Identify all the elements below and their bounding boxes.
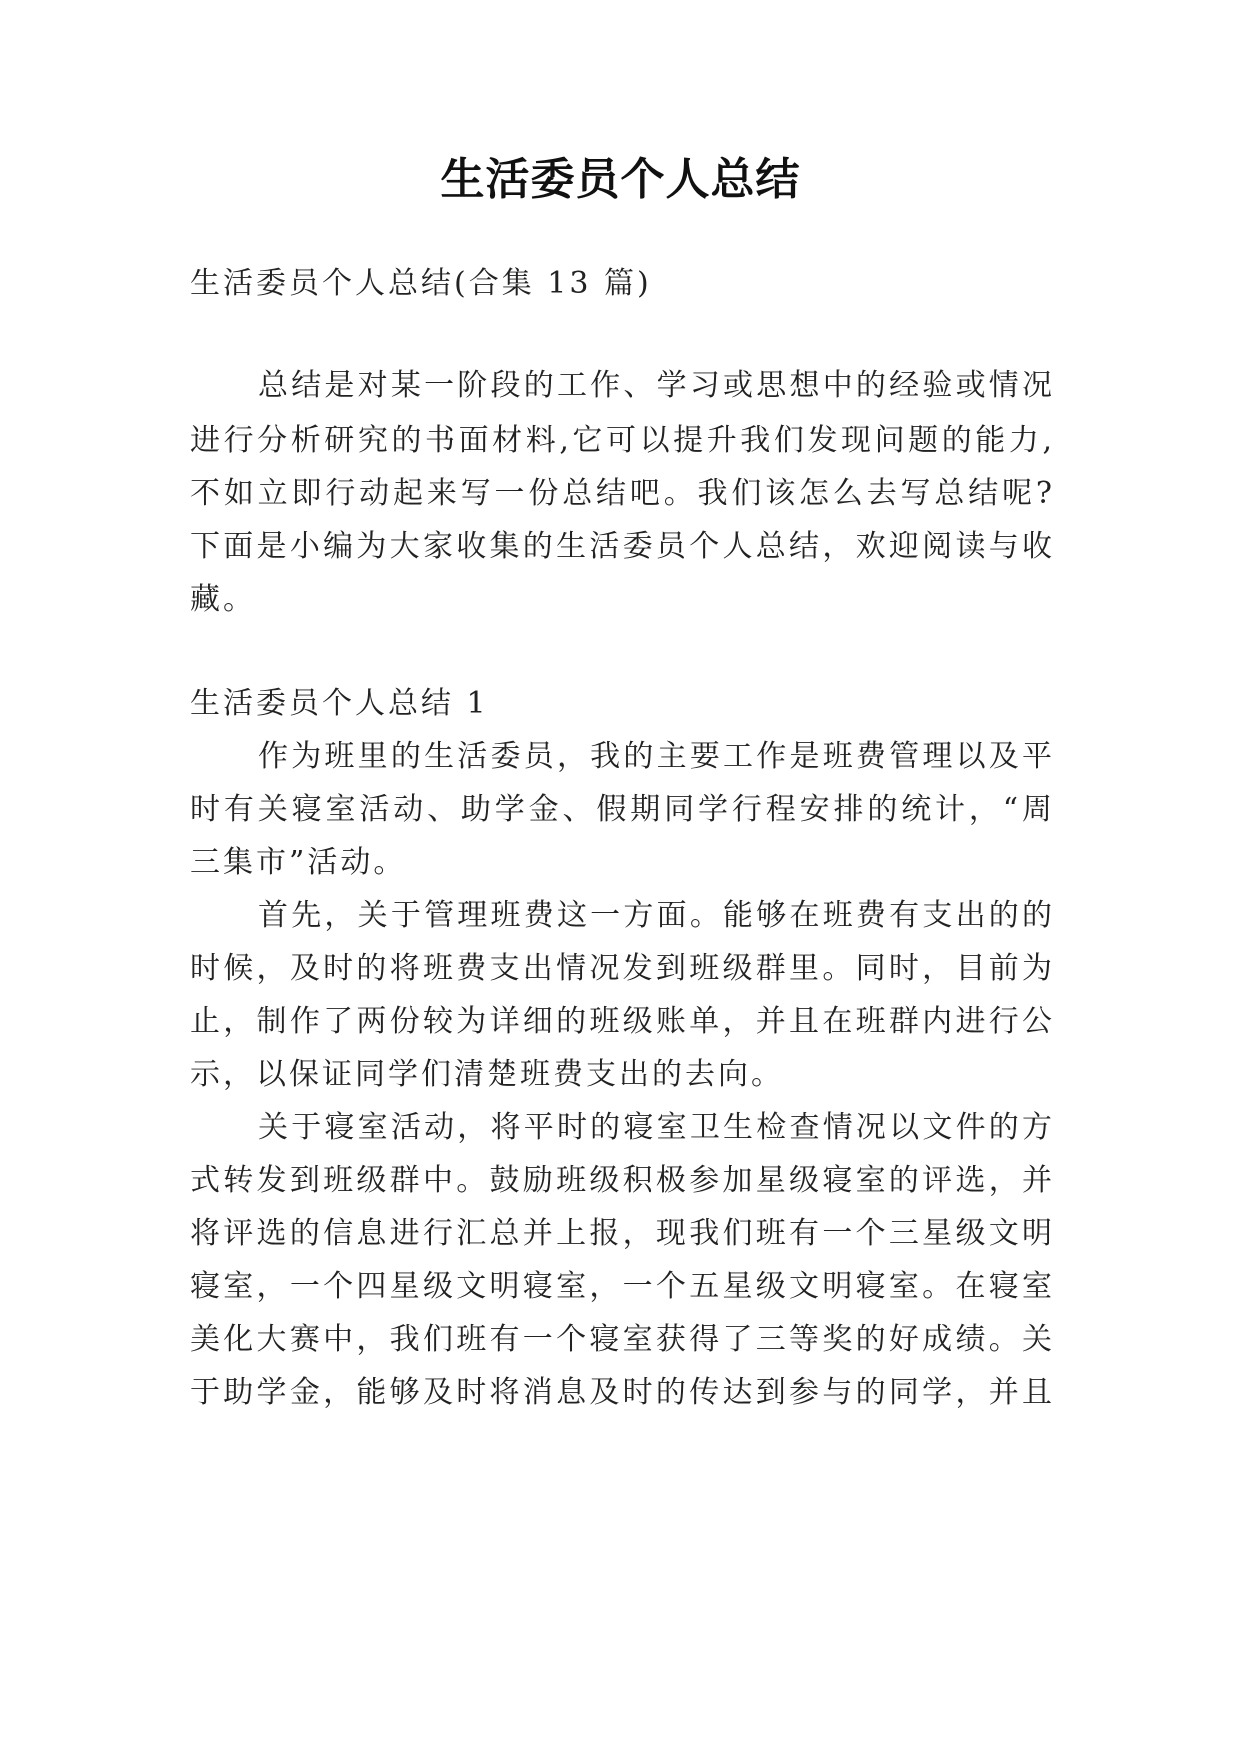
paragraph3-line-1: 关于寝室活动，将平时的寝室卫生检查情况以文件的方 (258, 1110, 1052, 1145)
paragraph2-line-2: 时候，及时的将班费支出情况发到班级群里。同时，目前为 (190, 951, 1052, 986)
paragraph1-line-1: 作为班里的生活委员，我的主要工作是班费管理以及平 (258, 739, 1052, 774)
paragraph3-line-4: 寝室，一个四星级文明寝室，一个五星级文明寝室。在寝室 (190, 1269, 1052, 1304)
intro-line-2: 进行分析研究的书面材料,它可以提升我们发现问题的能力, (190, 423, 1052, 458)
paragraph3-line-2: 式转发到班级群中。鼓励班级积极参加星级寝室的评选，并 (190, 1163, 1052, 1198)
paragraph2-line-3: 止，制作了两份较为详细的班级账单，并且在班群内进行公 (190, 1004, 1052, 1039)
paragraph3-line-3: 将评选的信息进行汇总并上报，现我们班有一个三星级文明 (190, 1216, 1052, 1251)
document-subtitle: 生活委员个人总结(合集 13 篇) (190, 266, 652, 301)
paragraph2-line-1: 首先，关于管理班费这一方面。能够在班费有支出的的 (258, 898, 1052, 933)
section-heading: 生活委员个人总结 1 (190, 686, 489, 721)
paragraph3-line-6: 于助学金，能够及时将消息及时的传达到参与的同学，并且 (190, 1375, 1052, 1410)
document-title: 生活委员个人总结 (440, 154, 801, 205)
intro-line-4: 下面是小编为大家收集的生活委员个人总结，欢迎阅读与收 (190, 529, 1052, 564)
paragraph1-line-2: 时有关寝室活动、助学金、假期同学行程安排的统计，“周 (190, 792, 1052, 827)
paragraph3-line-5: 美化大赛中，我们班有一个寝室获得了三等奖的好成绩。关 (190, 1322, 1052, 1357)
intro-line-5: 藏。 (190, 582, 256, 617)
paragraph1-line-3: 三集市”活动。 (190, 845, 407, 880)
paragraph2-line-4: 示，以保证同学们清楚班费支出的去向。 (190, 1057, 784, 1092)
intro-line-1: 总结是对某一阶段的工作、学习或思想中的经验或情况 (258, 368, 1052, 403)
intro-line-3: 不如立即行动起来写一份总结吧。我们该怎么去写总结呢? (190, 476, 1052, 511)
